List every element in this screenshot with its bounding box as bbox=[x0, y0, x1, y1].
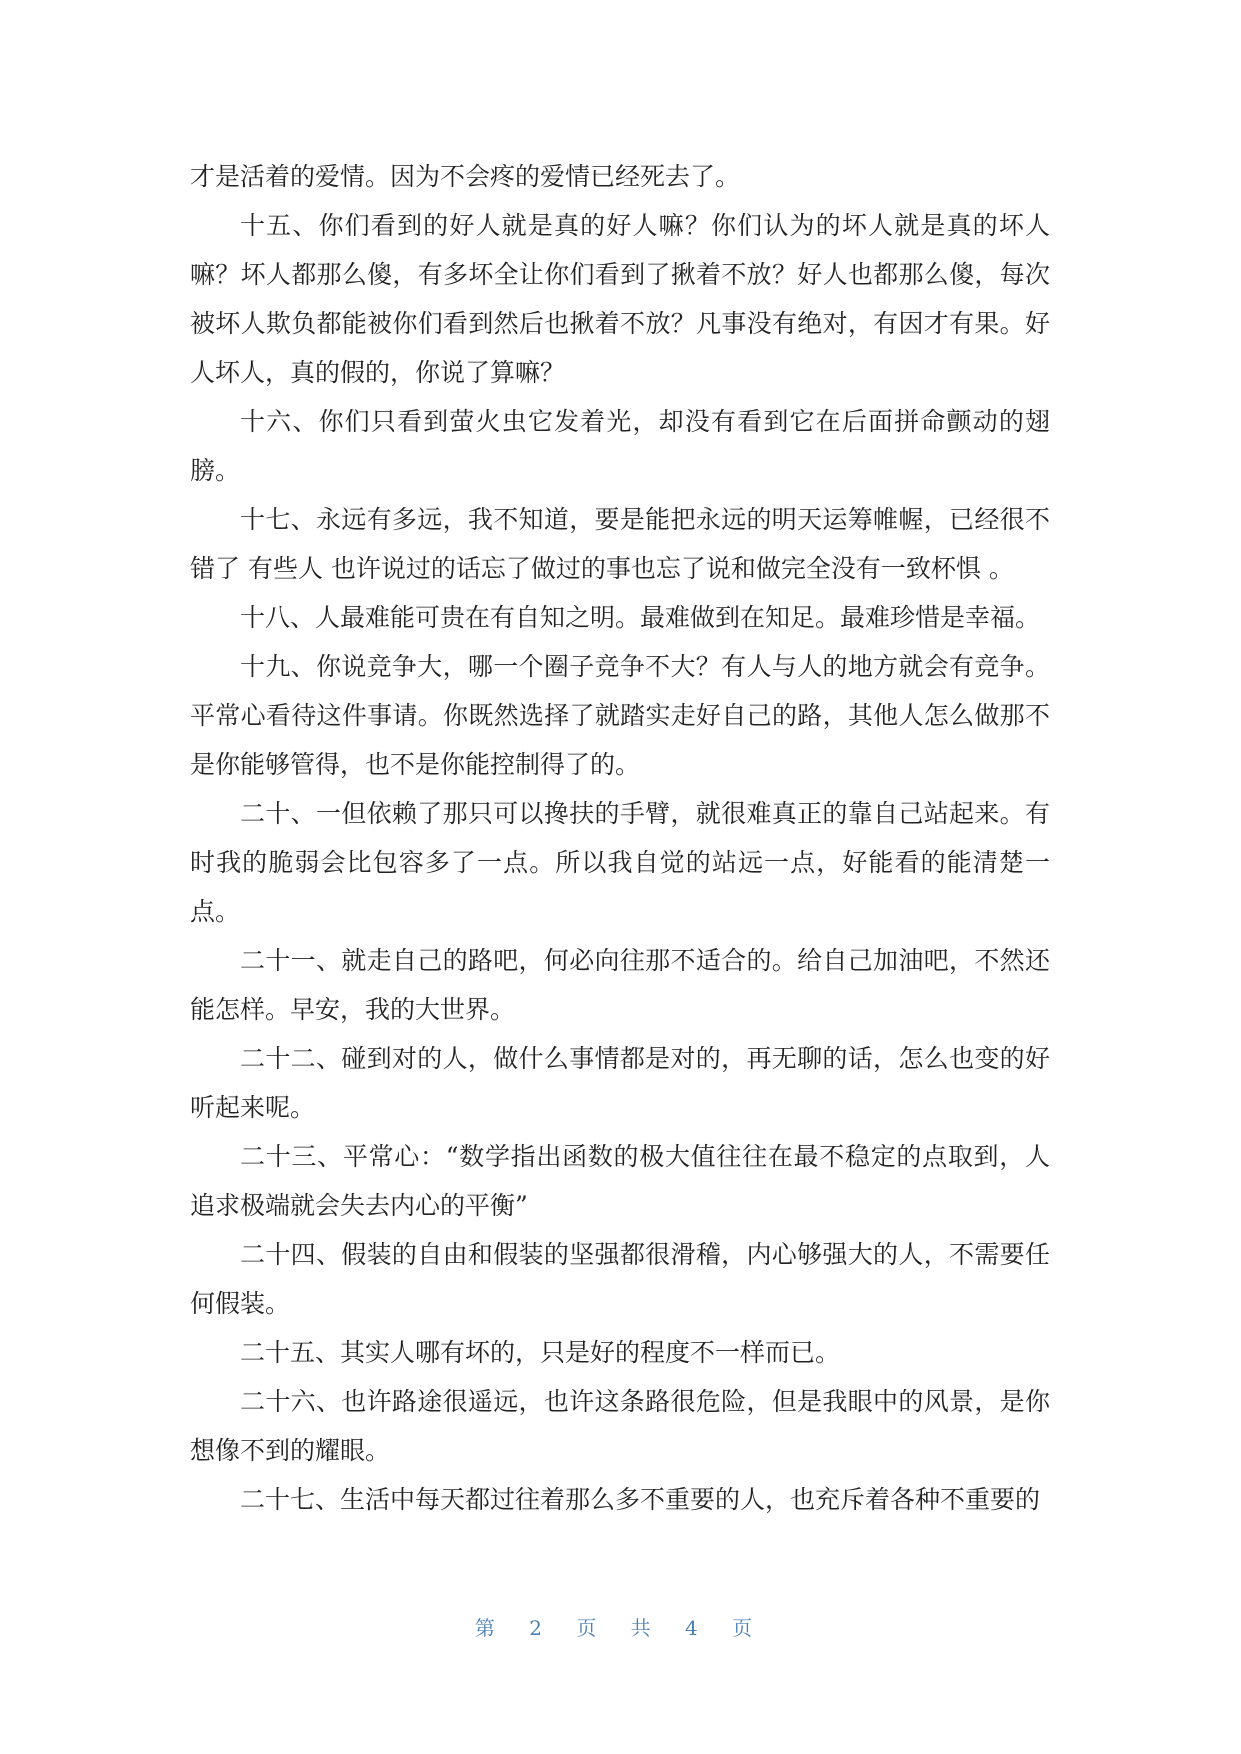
paragraph-20: 二十、一但依赖了那只可以搀扶的手臂，就很难真正的靠自己站起来。有时我的脆弱会比包容多了一点。所以我自觉的站远一点，好能看的能清楚一点。 bbox=[190, 799, 1050, 926]
paragraph-22: 二十二、碰到对的人，做什么事情都是对的，再无聊的话，怎么也变的好听起来呢。 bbox=[190, 1044, 1050, 1122]
page-number-footer: 第 2 页 共 4 页 bbox=[474, 1616, 767, 1640]
paragraph-19: 十九、你说竞争大，哪一个圈子竞争不大？有人与人的地方就会有竞争。平常心看待这件事请。你既然选择了就踏实走好自己的路，其他人怎么做那不是你能够管得，也不是你能控制得了的。 bbox=[190, 652, 1050, 779]
document-body bbox=[190, 152, 1050, 1524]
paragraph-15: 十五、你们看到的好人就是真的好人嘛？你们认为的坏人就是真的坏人嘛？坏人都那么傻，有多坏全让你们看到了揪着不放？好人也都那么傻，每次被坏人欺负都能被你们看到然后也揪着不放？凡事没有绝对，有因才有果。好人坏人，真的假的，你说了算嘛？ bbox=[190, 211, 1050, 387]
paragraph-23: 二十三、平常心：“数学指出函数的极大值往往在最不稳定的点取到，人追求极端就会失去内心的平衡” bbox=[190, 1142, 1050, 1220]
paragraph-continuation: 才是活着的爱情。因为不会疼的爱情已经死去了。 bbox=[190, 162, 741, 191]
paragraph-16: 十六、你们只看到萤火虫它发着光，却没有看到它在后面拼命颤动的翅膀。 bbox=[190, 407, 1050, 485]
paragraph-27: 二十七、生活中每天都过往着那么多不重要的人，也充斥着各种不重要的 bbox=[240, 1485, 1041, 1514]
paragraph-24: 二十四、假装的自由和假装的坚强都很滑稽，内心够强大的人，不需要任何假装。 bbox=[190, 1240, 1050, 1318]
paragraph-25: 二十五、其实人哪有坏的，只是好的程度不一样而已。 bbox=[240, 1338, 841, 1367]
paragraph-18: 十八、人最难能可贵在有自知之明。最难做到在知足。最难珍惜是幸福。 bbox=[240, 603, 1041, 632]
paragraph-26: 二十六、也许路途很遥远，也许这条路很危险，但是我眼中的风景，是你想像不到的耀眼。 bbox=[190, 1387, 1050, 1465]
paragraph-17: 十七、永远有多远，我不知道，要是能把永远的明天运筹帷幄，已经很不错了 有些人 也许说过的话忘了做过的事也忘了说和做完全没有一致杯惧 。 bbox=[190, 505, 1050, 583]
paragraph-21: 二十一、就走自己的路吧，何必向往那不适合的。给自己加油吧，不然还能怎样。早安，我的大世界。 bbox=[190, 946, 1050, 1024]
